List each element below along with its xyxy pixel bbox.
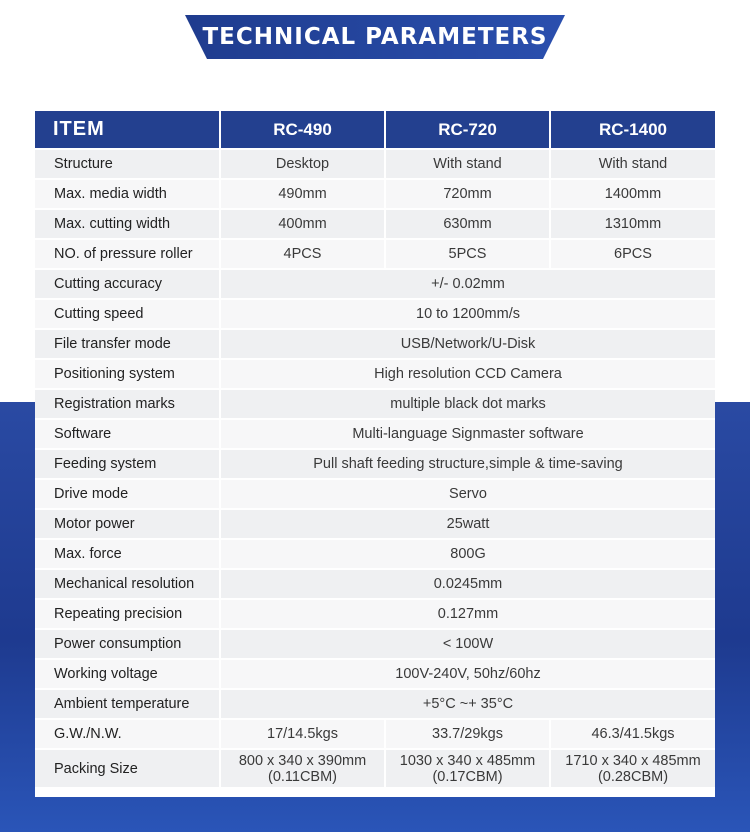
title-banner — [185, 15, 565, 59]
table-row — [35, 509, 715, 539]
cell-value: 33.7/29kgs — [385, 719, 550, 749]
table-row — [35, 659, 715, 689]
cell-value: 400mm — [220, 209, 385, 239]
cell-value-merged: Pull shaft feeding structure,simple & time-saving — [220, 449, 715, 479]
table-row — [35, 749, 715, 787]
cell-value: 5PCS — [385, 239, 550, 269]
packing-volume: (0.28CBM) — [597, 768, 669, 785]
header-rc-1400: RC-1400 — [550, 111, 715, 149]
row-label: Power consumption — [35, 629, 220, 659]
row-label: Positioning system — [35, 359, 220, 389]
cell-value-merged: multiple black dot marks — [220, 389, 715, 419]
table-row — [35, 599, 715, 629]
table-row — [35, 569, 715, 599]
packing-dimensions: 1710 x 340 x 485mm — [565, 752, 701, 769]
header-item: ITEM — [35, 111, 220, 149]
row-label: G.W./N.W. — [35, 719, 220, 749]
cell-value: With stand — [385, 149, 550, 179]
cell-value-merged: 0.127mm — [220, 599, 715, 629]
table-row — [35, 539, 715, 569]
row-label: Max. force — [35, 539, 220, 569]
row-label: Drive mode — [35, 479, 220, 509]
row-label: Packing Size — [35, 749, 220, 787]
row-label: Cutting accuracy — [35, 269, 220, 299]
table-row — [35, 629, 715, 659]
table-row — [35, 359, 715, 389]
table-row — [35, 419, 715, 449]
packing-dimensions: 800 x 340 x 390mm — [238, 752, 367, 769]
row-label: Motor power — [35, 509, 220, 539]
table-row — [35, 239, 715, 269]
table-row — [35, 149, 715, 179]
table-row — [35, 389, 715, 419]
row-label: Mechanical resolution — [35, 569, 220, 599]
spec-table — [35, 111, 715, 787]
page-title: TECHNICAL PARAMETERS — [202, 24, 548, 50]
cell-value: With stand — [550, 149, 715, 179]
cell-value-merged: < 100W — [220, 629, 715, 659]
cell-value-merged: Servo — [220, 479, 715, 509]
table-row — [35, 449, 715, 479]
cell-value: 1310mm — [550, 209, 715, 239]
cell-value: 1400mm — [550, 179, 715, 209]
cell-value — [385, 749, 550, 787]
cell-value — [220, 749, 385, 787]
row-label: NO. of pressure roller — [35, 239, 220, 269]
table-row — [35, 179, 715, 209]
cell-value-merged: USB/Network/U-Disk — [220, 329, 715, 359]
cell-value-merged: +5°C ~+ 35°C — [220, 689, 715, 719]
row-label: Repeating precision — [35, 599, 220, 629]
packing-volume: (0.11CBM) — [267, 768, 338, 785]
header-rc-720: RC-720 — [385, 111, 550, 149]
cell-value-merged: High resolution CCD Camera — [220, 359, 715, 389]
row-label: Cutting speed — [35, 299, 220, 329]
cell-value: Desktop — [220, 149, 385, 179]
cell-value: 720mm — [385, 179, 550, 209]
row-label: Ambient temperature — [35, 689, 220, 719]
cell-value-merged: 25watt — [220, 509, 715, 539]
table-row — [35, 689, 715, 719]
cell-value: 46.3/41.5kgs — [550, 719, 715, 749]
row-label: Max. media width — [35, 179, 220, 209]
row-label: Feeding system — [35, 449, 220, 479]
header-row — [35, 111, 715, 149]
cell-value-merged: Multi-language Signmaster software — [220, 419, 715, 449]
cell-value: 630mm — [385, 209, 550, 239]
packing-dimensions: 1030 x 340 x 485mm — [399, 752, 536, 769]
row-label: Software — [35, 419, 220, 449]
table-row — [35, 299, 715, 329]
cell-value-merged: +/- 0.02mm — [220, 269, 715, 299]
row-label: Structure — [35, 149, 220, 179]
cell-value-merged: 10 to 1200mm/s — [220, 299, 715, 329]
row-label: File transfer mode — [35, 329, 220, 359]
table-row — [35, 719, 715, 749]
spec-table-container — [35, 111, 715, 797]
cell-value: 490mm — [220, 179, 385, 209]
cell-value: 17/14.5kgs — [220, 719, 385, 749]
cell-value — [550, 749, 715, 787]
cell-value-merged: 100V-240V, 50hz/60hz — [220, 659, 715, 689]
cell-value: 6PCS — [550, 239, 715, 269]
packing-volume: (0.17CBM) — [432, 768, 503, 785]
cell-value: 4PCS — [220, 239, 385, 269]
table-row — [35, 209, 715, 239]
cell-value-merged: 0.0245mm — [220, 569, 715, 599]
table-row — [35, 329, 715, 359]
table-row — [35, 269, 715, 299]
row-label: Working voltage — [35, 659, 220, 689]
row-label: Max. cutting width — [35, 209, 220, 239]
row-label: Registration marks — [35, 389, 220, 419]
cell-value-merged: 800G — [220, 539, 715, 569]
header-rc-490: RC-490 — [220, 111, 385, 149]
table-row — [35, 479, 715, 509]
